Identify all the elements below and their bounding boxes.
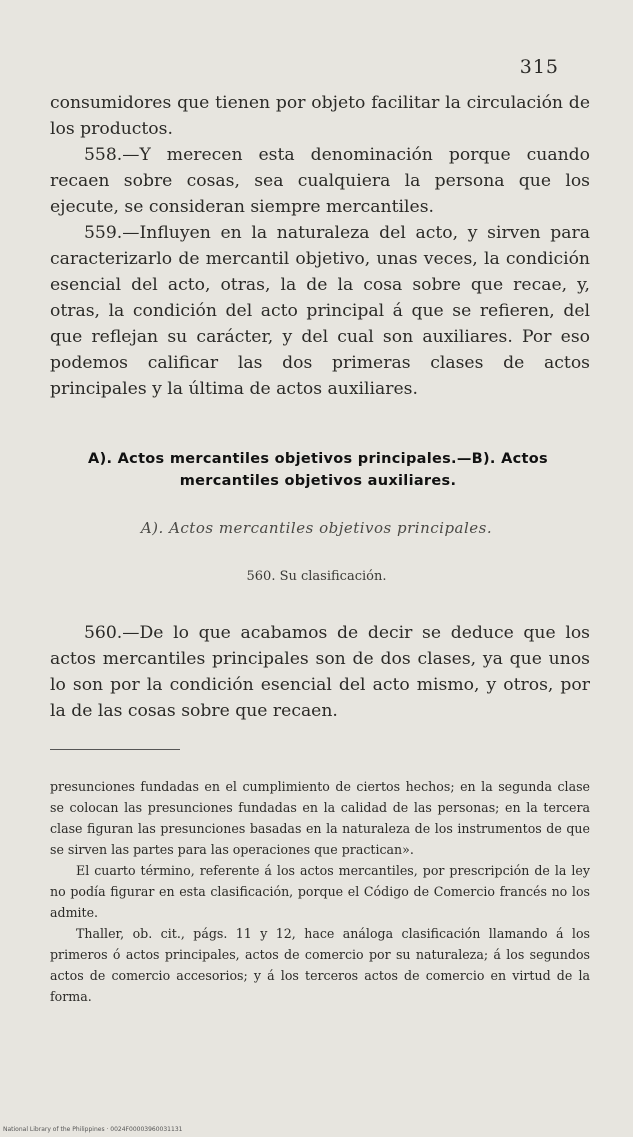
paragraph-558: 558.—Y merecen esta denominación porque cuando recaen sobre cosas, sea cualquiera la persona que los ejecute, se consideran siempre mercantiles. bbox=[50, 145, 590, 217]
main-text bbox=[50, 90, 590, 402]
page-number: 315 bbox=[519, 56, 559, 78]
paragraph-continuation: consumidores que tienen por objeto facilitar la circulación de los productos. bbox=[50, 93, 590, 139]
subsection-heading: A). Actos mercantiles objetivos principales. bbox=[140, 519, 493, 537]
footnote-cuarto: El cuarto término, referente á los actos mercantiles, por prescripción de la ley no podía figurar en esta clasificación, porque el Código de Comercio francés no los admite. bbox=[50, 863, 590, 920]
main-text-2 bbox=[50, 620, 590, 724]
paragraph-560: 560.—De lo que acabamos de decir se deduce que los actos mercantiles principales son de dos clases, ya que unos lo son por la condición esencial del acto mismo, y otros, por la de las cosas sobre que recaen. bbox=[50, 623, 590, 721]
footnote-divider bbox=[50, 749, 180, 750]
section-560-title: 560. Su clasificación. bbox=[246, 569, 387, 584]
paragraph-559: 559.—Influyen en la naturaleza del acto, y sirven para caracterizarlo de mercantil objetivo, unas veces, la condición esencial del acto, otras, la de la cosa sobre que recae, y, otras, la condición del acto principal á que se refieren, del que reflejan su carácter, y del cual son auxiliares. Por eso podemos calificar las dos primeras clases de actos principales y la última de actos auxiliares. bbox=[50, 223, 590, 399]
footnote-continuation: presunciones fundadas en el cumplimiento de ciertos hechos; en la segunda clase se colocan las presunciones fundadas en la calidad de las personas; en la tercera clase figuran las presunciones basadas en la naturaleza de los instrumentos de que se sirven las partes para las operaciones que practican». bbox=[50, 779, 590, 857]
section-heading: A). Actos mercantiles objetivos principales.—B). Actos mercantiles objetivos auxiliares. bbox=[88, 451, 548, 489]
footnotes bbox=[50, 776, 590, 1007]
footnote-thaller: Thaller, ob. cit., págs. 11 y 12, hace análoga clasificación llamando á los primeros ó actos principales, actos de comercio por su naturaleza; á los segundos actos de comercio accesorios; y á los terceros actos de comercio en virtud de la forma. bbox=[50, 926, 590, 1004]
scan-credit: National Library of the Philippines · 0024F00003960031131 bbox=[3, 1126, 183, 1133]
